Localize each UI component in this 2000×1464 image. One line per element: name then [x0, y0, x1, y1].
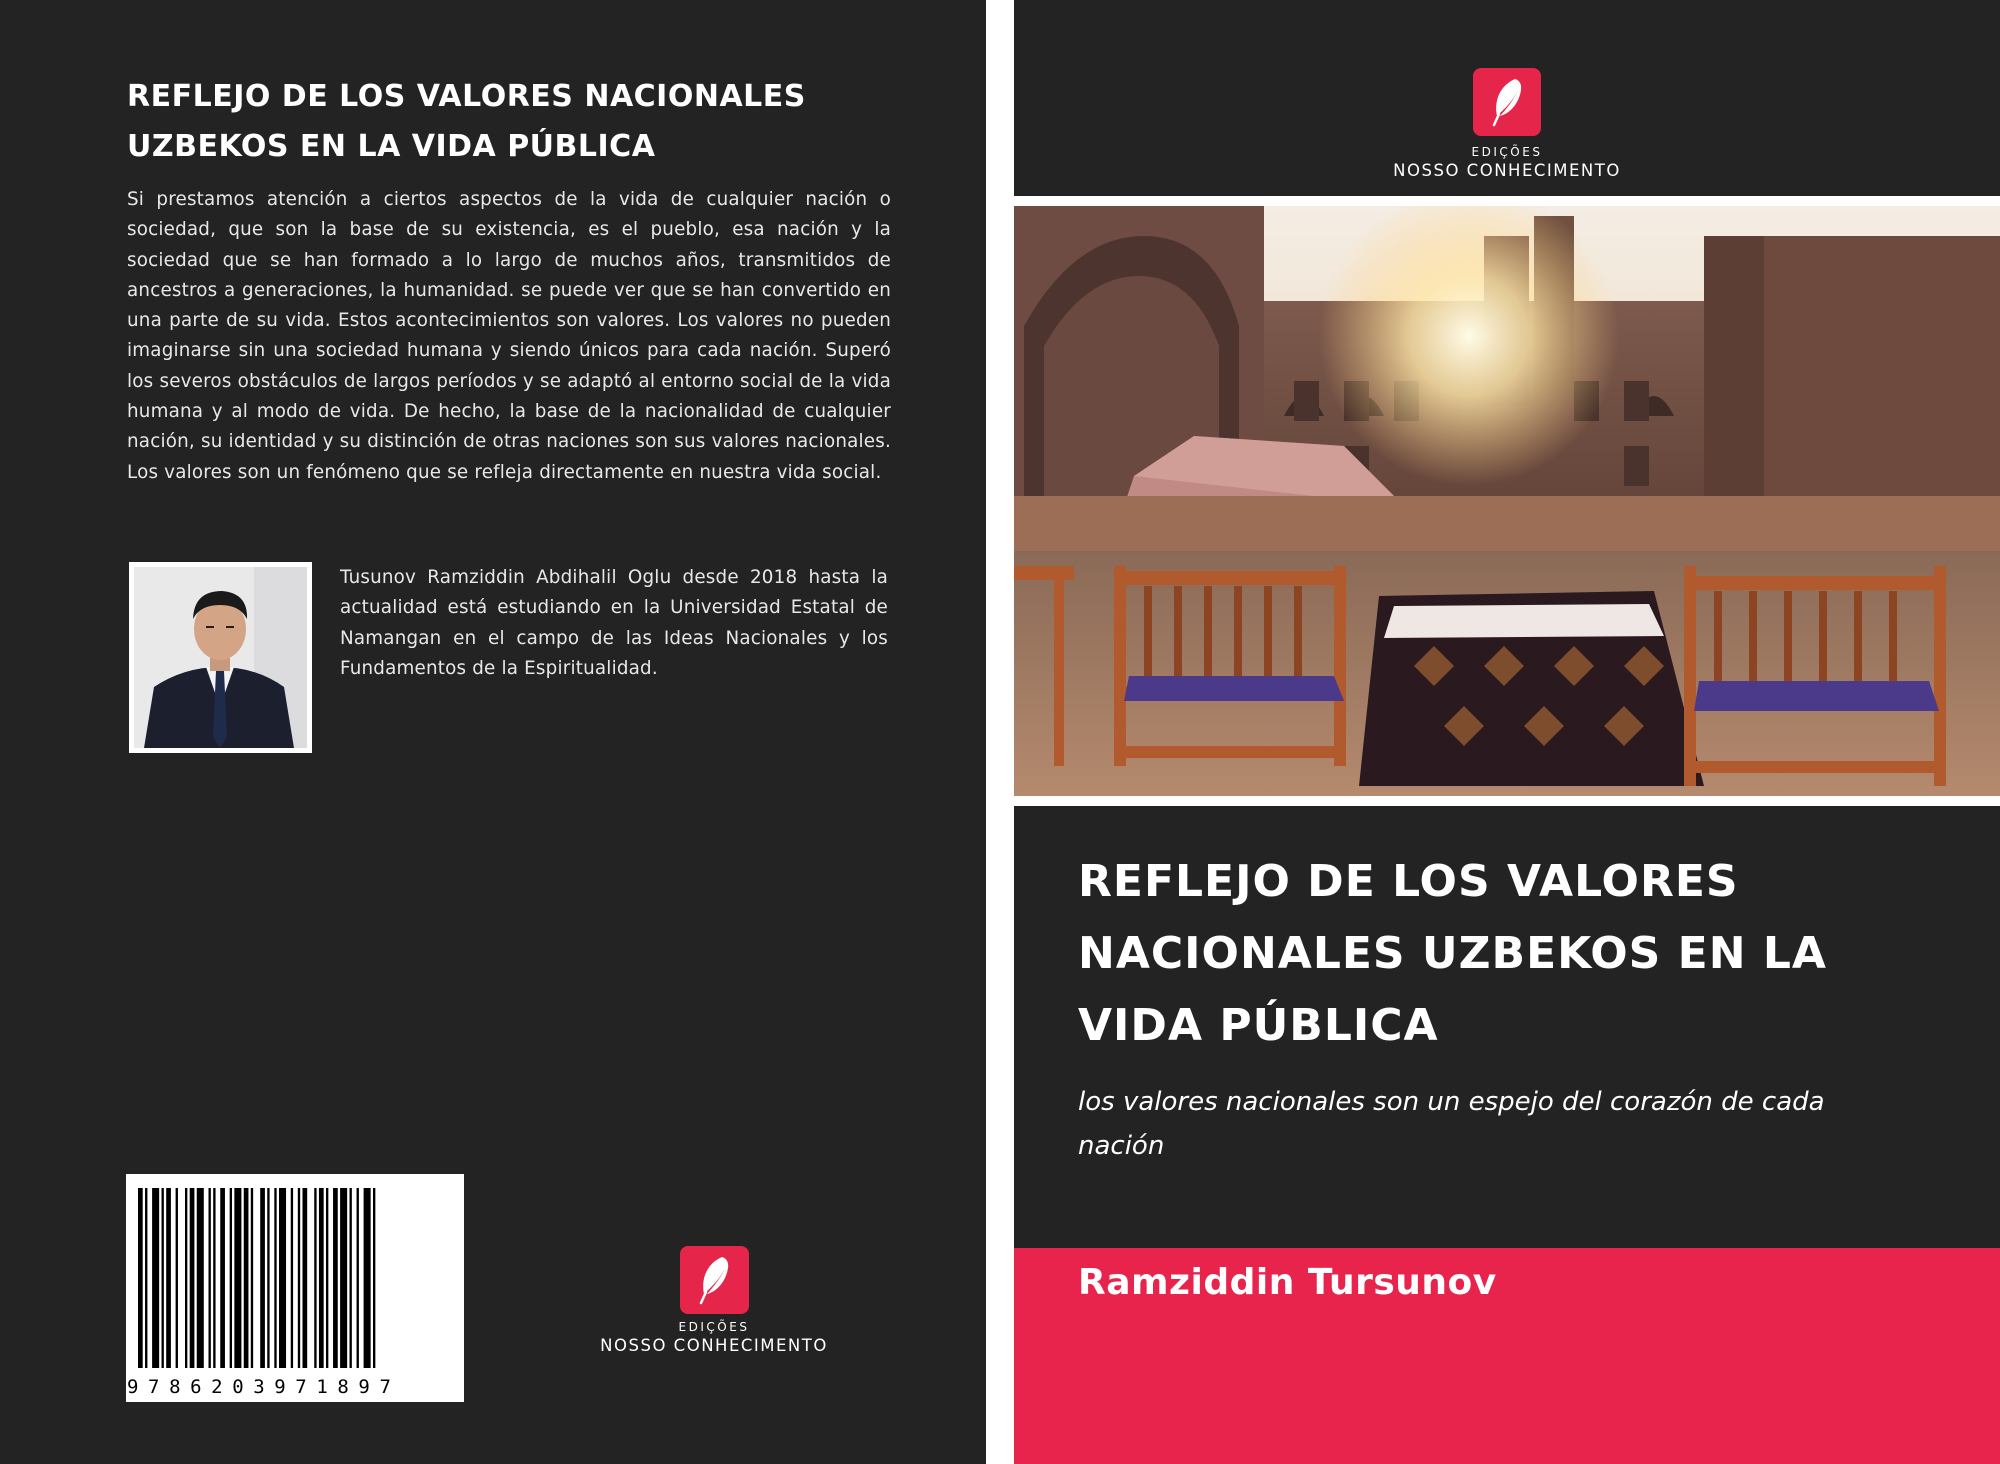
publisher-name: NOSSO CONHECIMENTO — [600, 1336, 828, 1355]
feather-quill-icon — [1473, 68, 1541, 136]
barcode-bar — [138, 1188, 143, 1368]
barcode-bar — [244, 1188, 249, 1368]
back-cover — [0, 0, 986, 1464]
barcode-bar — [267, 1188, 269, 1368]
front-cover — [1014, 0, 2000, 1464]
back-cover-description: Si prestamos atención a ciertos aspectos de la vida de cualquier nación o sociedad, que son la base de su existencia, es el pueblo, esa nación y la sociedad que se han formado a lo largo de muchos años, transmitidos de ancestros a generaciones, la humanidad. se puede ver que se han convertido en una parte de su vida. Estos acontecimientos son valores. Los valores no pueden imaginarse sin una sociedad humana y siendo únicos para cada nación. Superó los severos obstáculos de largos períodos y se adaptó al entorno social de la vida humana y al modo de vida. De hecho, la base de la nacionalidad de cualquier nación, su identidad y su distinción de otras naciones son sus valores nacionales. Los valores son un fenómeno que se refleja directamente en nuestra vida social. — [127, 189, 891, 483]
publisher-name: NOSSO CONHECIMENTO — [1393, 161, 1621, 180]
barcode-bar — [190, 1188, 195, 1368]
barcode-bar — [251, 1188, 253, 1368]
barcode-bar — [326, 1188, 328, 1368]
publisher-sub-label: EDIÇÕES — [1471, 145, 1543, 159]
barcode-bar — [185, 1188, 187, 1368]
barcode-bar — [260, 1188, 265, 1368]
feather-quill-icon — [680, 1246, 749, 1314]
barcode-bar — [152, 1188, 159, 1368]
isbn-barcode — [126, 1174, 464, 1402]
barcode-bar — [234, 1188, 241, 1368]
barcode-bar — [314, 1188, 316, 1368]
front-cover-title: REFLEJO DE LOS VALORES NACIONALES UZBEKOS EN LA VIDA PÚBLICA — [1078, 856, 1827, 1051]
back-publisher-logo — [582, 1246, 846, 1355]
isbn-digits: 9786203971897 — [127, 1376, 401, 1398]
barcode-bar — [319, 1188, 324, 1368]
back-cover-title: REFLEJO DE LOS VALORES NACIONALES UZBEKOS EN LA VIDA PÚBLICA — [127, 79, 806, 164]
barcode-bar — [291, 1188, 293, 1368]
barcode-bar — [350, 1188, 352, 1368]
barcode-bar — [230, 1188, 232, 1368]
book-spine — [986, 0, 1014, 1464]
barcode-bar — [279, 1188, 286, 1368]
author-biography: Tusunov Ramziddin Abdihalil Oglu desde 2018 hasta la actualidad está estudiando en la Universidad Estatal de Namangan en el campo de las Ideas Nacionales y los Fundamentos de la Espiritualidad. — [340, 567, 888, 679]
barcode-bar — [209, 1188, 211, 1368]
barcode-bar — [274, 1188, 276, 1368]
barcode-bar — [162, 1188, 164, 1368]
cover-photo — [1014, 196, 2000, 806]
barcode-bar — [357, 1188, 359, 1368]
barcode-bar — [373, 1188, 375, 1368]
front-cover-subtitle: los valores nacionales son un espejo del corazón de cada nación — [1078, 1087, 1825, 1161]
barcode-bar — [145, 1188, 147, 1368]
author-name: Ramziddin Tursunov — [1078, 1262, 1497, 1303]
barcode-bar — [213, 1188, 215, 1368]
barcode-bar — [303, 1188, 308, 1368]
barcode-bar — [298, 1188, 300, 1368]
barcode-bar — [340, 1188, 347, 1368]
barcode-bar — [220, 1188, 225, 1368]
author-photo — [129, 562, 312, 753]
barcode-bar — [176, 1188, 178, 1368]
barcode-bar — [333, 1188, 338, 1368]
barcode-bar — [197, 1188, 204, 1368]
barcode-bar — [166, 1188, 171, 1368]
front-publisher-logo — [1364, 68, 1650, 180]
barcode-bar — [364, 1188, 371, 1368]
publisher-sub-label: EDIÇÕES — [678, 1320, 750, 1334]
